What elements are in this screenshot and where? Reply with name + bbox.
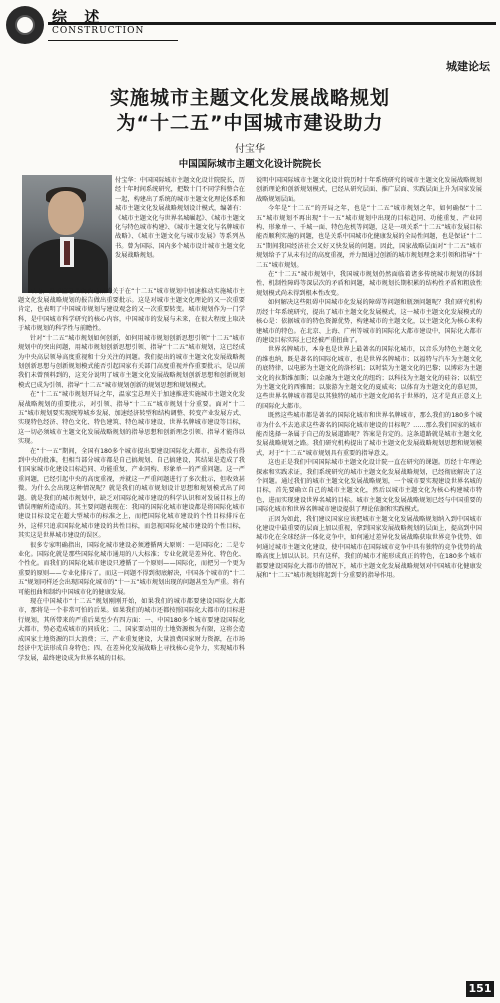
paragraph: 很多专家明确指出，国际化城市建设必须遵循两大原则：一是国际化；二是专业化。国际化就是那些国际化城市通用的八大标准；专业化就是差异化、特色化、个性化。而我们的国际化城市建设只遵循了一个原则——国际化，而把另一个更为重要的原则——专业化排斥了。而这一问题不得到彻底解决，中国各个城市的“十二五”规划同样还会出现国际化城市的“十一五”城市规划出现的问题甚至为严重。将有可能扭曲和制约中国城市化的健康发展。	[18, 541, 245, 596]
paragraph: 付宝华：中国国际城市主题文化设计院院长，历经十年时间系统研究，把数十门不同学科整合在一起，构建出了系统的城市主题文化理论体系和城市主题文化发展战略规划设计模式，编著有：《城市主题文化与世界名城崛起》、《城市主题文化与特色城市构建》、《城市主题文化与名牌城市战略》、《城市主题文化与城市发展》等系列丛书。曾为国际、国内多个城市设计城市主题文化发展战略规划。	[115, 177, 245, 260]
page-number: 151	[466, 981, 494, 997]
paragraph: 在“十二五”城市规划中，我国城市规划仍然面临着诸多传统城市规划的体制性、机制性障碍等深层次的矛盾和问题，城市规划长期积累的结构性矛盾和粗放性规划模式尚未得到根本性改变。	[256, 271, 482, 297]
paragraph: 最近，温家宝总理就我是报的关于在“十二五”城市规划中加速推动实施城市主题文化发展战略规划的报告做出重要批示。这是对城市主题文化理论的又一次重要肯定，也表明了中国城市规划与建设观念的又一次重要转变。城市规划作为一门学科，是中国城市科学研究的核心内容，中国城市的发展与未来，在很大程度上取决于城市规划的科学性与前瞻性。	[18, 287, 245, 333]
paragraph: 在“十二五”城市规划开局之年，温家宝总理关于加速推进实施城市主题文化发展战略规划的重要批示，对引领、指导“十二五”城市规划十分重要。面对“十二五”城市规划要实现统筹城乡发展、加速经济转型和结构调整、转变产业发展方式、实现特色经济、特色文化、特色建筑、特色城市建设、世界名牌城市建设等目标，这一切必须城市主题文化发展战略规划的指导思想和创新理念引领、指导才能得以实现。	[18, 391, 245, 446]
author-name: 付宝华	[235, 144, 265, 155]
left-text-column	[18, 176, 245, 663]
section-label-english: CONSTRUCTION	[52, 26, 145, 36]
paragraph: 在“十一五”期间，全国有180多个城市提出要建设国际化大都市，虽然没有得到中央的批准，但相当部分城市都是自己搞规划、自己搞建设，其结果是造成了我们国家城市化建设目标趋同、功能重复、产业同构、形象单一的严重问题。这一严重问题，已经引起中央的高度重视，并就这一严重问题进行了多次批示，但收效甚微。为什么会出现这种情况呢？就是我们的城市规划设计思想和规划模式出了问题。就是我们的城市规划中，缺乏对国际化城市建设的科学认识和对发展目标上的错误理解所造成的。其主要问题表现在：我国的国际化城市建设都是将国际化城市建设目标设定在超大型城市的标准之上，而把国际化城市建设的个性目标排斥在外，这样只追求国际化城市建设的共性目标，而忽视国际化城市建设的个性目标，其实这是世界城市建设的误区。	[18, 447, 245, 540]
magazine-logo-icon	[6, 6, 44, 44]
paragraph: 说明中国国际城市主题文化设计院历时十年系统研究的城市主题文化发展战略规划创新理论和创新规划模式，已经从研究层面、推广层面、实践层面上升为国家发展战略规划层面。	[256, 177, 482, 203]
title-line-2: 为“十二五”中国城市建设助力	[116, 112, 384, 134]
paragraph: 如何解决这些阻碍中国城市化发展的障碍等问题和瓶颈问题呢？我们研究机构历经十年系统研究，提出了城市主题文化发展模式，这一城市主题文化发展模式的核心是：依据城市的特色资源优势，构建城市的主题文化，以主题文化为核心来构建城市的特色。在北京、上海、广州等城市的国际化大都市建设中，国际化大都市的建设目标实际上已经被严重扭曲了。	[256, 299, 482, 344]
article-title	[0, 86, 500, 136]
header-subrule	[48, 40, 178, 41]
author-affiliation: 中国国际城市主题文化设计院院长	[178, 159, 322, 170]
paragraph: 世界名牌城市，本身也是世界上最著名的国际化城市，以音乐为特色主题文化的维也纳，既是著名的国际化城市，也是世界名牌城市；以福特与汽车为主题文化的底特律，以电影为主题文化的洛杉矶；以时装为主题文化的巴黎；以博彩为主题文化的拉斯维加斯；以金融为主题文化的纽约；以科技为主题文化的硅谷；以航空为主题文化的西雅图；以旅游为主题文化的夏威夷；以体育为主题文化的慕尼黑，这些世界名牌城市都是以其独特的城市主题文化闻名于世界的，这才是真正意义上的国际化大都市。	[256, 346, 482, 410]
paragraph: 现在中国城市“十二五”规划刚刚开始，如果我们的城市都要建设国际化大都市，那将是一个非常可怕的后果。如果我们的城市还都按照国际化大都市的目标进行规划，其所带来的严重后果至少有四方面：一、中国180多个城市要建设国际化大都市，势必造成城市的同质化；二、国家要动用的土地资源极为有限，这将会造成国家土地资源的巨大浪费；三、产业重复建设，大量浪费国家财力资源，在市场经济中无法形成自身特色；四、在差异化发展战略上寻找核心竞争力，实现城市科学发展，最终建设成为世界名城的目标。	[18, 598, 245, 662]
paragraph: 这也正是我们中国国际城市主题文化设计院一直在研究的课题。历经十年理论探索和实践求证，我们系统研究的城市主题文化发展战略规划，已经彻底解决了这个问题。通过我们的城市主题文化发展战略规划，一个城市要实现建设世界名城的目标，首先要确立自己的城市主题文化，然后以城市主题文化为核心构建城市特色，进而实现建设世界名城的目标。城市主题文化发展战略规划已经与中国重要的国际化城市和世界名牌城市建设提供了理论依据和实践模式。	[256, 459, 482, 514]
paragraph: 既然这些城市都是著名的国际化城市和世界名牌城市，那么我们的180多个城市为什么不去追求这些著名的国际化城市建设的目标呢？……那么我们国家的城市能否选择一条属于自己的发展道路呢？答案是肯定的。这条道路就是城市主题文化发展战略规划之路。我们研究机构提出了城市主题文化发展战略规划思想和规划模式，对于“十二五”城市规划具有重要的指导意义。	[256, 412, 482, 457]
column-tag: 城建论坛	[446, 60, 490, 73]
paragraph: 今年是“十二五”的开局之年，也是“十二五”城市规划之年，如何确保“十二五”城市规划不再出现“十一五”城市规划中出现的目标趋同、功能重复、产业同构、形象单一、千城一面、特色危机等问题，这是一项关系“十二五”城市发展目标能否顺利实施的问题，也是关系中国城市化健康发展的全局性问题，也是保证“十二五”期间我国经济社会又好又快发展的问题。因此，国家战略层面对“十二五”城市规划给予了从未有过的高度重视，并力图通过创新的城市规划理念来引领和指导“十二五”城市规划。	[256, 205, 482, 269]
header-rule	[48, 22, 496, 25]
right-text-column	[256, 176, 482, 580]
section-label: 综 述	[52, 8, 106, 26]
paragraph: 针对“十二五”城市规划如何创新，如何用城市规划创新思想引领“十二五”城市规划中的突出问题，用城市规划创新思想引领、指导“十二五”城市规划，这已经成为中央高层领导高度重视和十分关注的问题。我们提出的城市主题文化发展战略规划创新思想与创新规划模式能否引起国家有关部门高度重视并作重要批示，是以前我们未曾预料到的，这充分说明了城市主题文化发展战略规划创新思想和创新规划模式已成为引领、指导“十二五”城市规划创新的规划思想和规划模式。	[18, 334, 245, 389]
title-line-1: 实施城市主题文化发展战略规划	[109, 87, 390, 109]
paragraph: 正因为如此，我们建议国家应该把城市主题文化发展战略规划纳入到中国城市化建设中最重要的层面上加以重视，拿到国家发展战略规划的层面上，提高到中国城市化在全球经济一体化竞争中，如何通过差异化发展战略获取世界竞争优势、如何通过城市主题文化建设，使中国城市在国际城市竞争中具有独特的竞争优势的战略高度上加以认识。只有这样，我们的城市才能形成真正的特色，在180多个城市都要建设国际化大都市的情况下，城市主题文化发展战略规划对中国城市化健康发展和“十二五”城市规划将起到十分重要的指导作用。	[256, 515, 482, 580]
